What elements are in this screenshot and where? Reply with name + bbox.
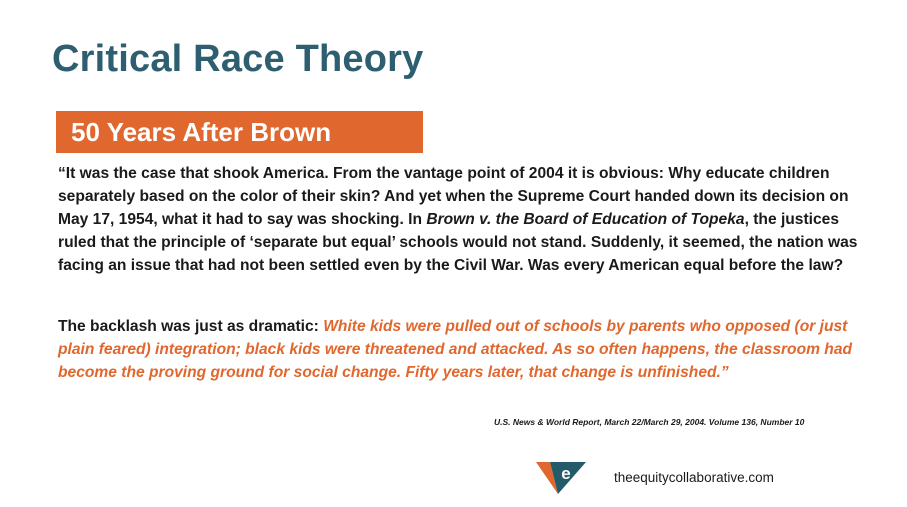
quote-p2-emphasis: White kids were pulled out of schools by parents who opposed (or just plain feared) integration; black kids were threatened and attacked. As so often happens, the classroom had become the proving ground for social change. Fifty years later, that change is unfinished.”	[58, 318, 853, 381]
quote-paragraph-2	[58, 315, 878, 384]
quote-p1-text-a: “It was the case that shook America. From the vantage point of 2004 it is obvious: Why educate children separately based on the color of their skin? And yet when the Supreme Court handed down its decision on May 17, 1954, what it had to say was shocking. In	[58, 165, 849, 228]
subtitle-text: 50 Years After Brown	[71, 117, 332, 147]
quote-paragraph-1	[58, 162, 878, 277]
quote-p1-text-b: , the justices ruled that the principle of ‘separate but equal’ schools would not stand. Suddenly, it seemed, the nation was facing an issue that had not been settled even by the Civil War. Was every American equal before the law?	[58, 211, 858, 274]
citation: U.S. News & World Report, March 22/March 29, 2004. Volume 136, Number 10	[494, 417, 805, 427]
equity-collaborative-logo-icon	[536, 458, 586, 498]
case-name: Brown v. the Board of Education of Topeka	[426, 211, 745, 228]
logo-letter: e	[561, 464, 571, 483]
site-url-link[interactable]: theequitycollaborative.com	[614, 470, 774, 485]
subtitle-banner	[56, 111, 423, 153]
slide-title: Critical Race Theory	[52, 38, 424, 80]
quote-p2-lead: The backlash was just as dramatic:	[58, 318, 324, 335]
